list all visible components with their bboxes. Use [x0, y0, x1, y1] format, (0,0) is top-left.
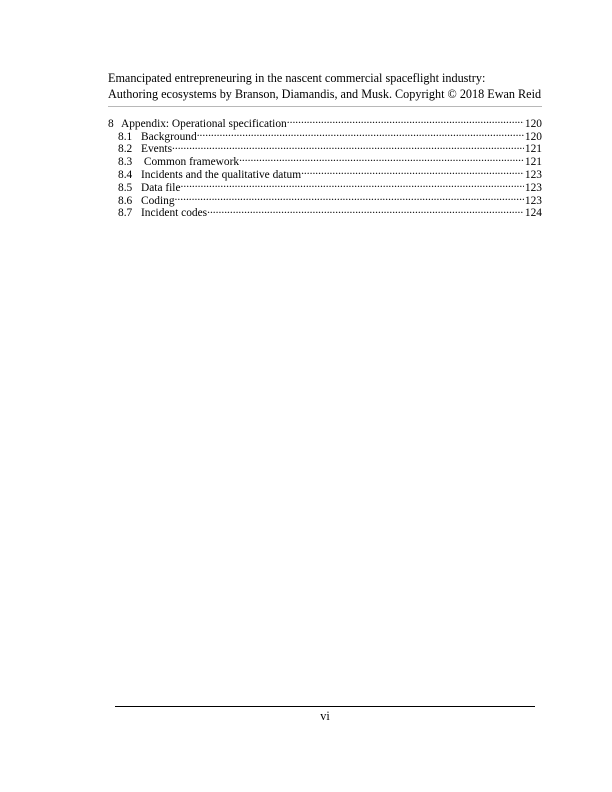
toc-entry-page: 120: [524, 117, 542, 130]
toc-entry-page: 121: [524, 143, 542, 156]
toc-entry-number: 8.4: [118, 168, 133, 181]
toc-dot-leader: [301, 165, 524, 178]
toc-entry-page: 123: [524, 168, 542, 181]
page-number: vi: [320, 709, 330, 723]
toc-dot-leader: [207, 204, 524, 217]
toc-dot-leader: [239, 152, 524, 165]
toc-entry-number: 8.5: [118, 181, 133, 194]
toc-entry-page: 123: [524, 194, 542, 207]
footer-divider: [115, 706, 535, 707]
toc-entry-page: 123: [524, 181, 542, 194]
toc-dot-leader: [287, 114, 524, 127]
running-header: [108, 70, 542, 102]
toc-entry-8-3[interactable]: [108, 152, 542, 169]
toc-entry-title: Data file: [141, 181, 181, 194]
toc-entry-title: Appendix: Operational specification: [121, 117, 287, 130]
toc-entry-title: Incident codes: [141, 207, 208, 220]
toc-entry-title: Events: [141, 143, 173, 156]
toc-entry-number: 8: [108, 117, 114, 130]
header-title-line-2: Authoring ecosystems by Branson, Diamandis, and Musk. Copyright © 2018 Ewan Reid: [108, 87, 542, 101]
toc-entry-number: 8.1: [118, 130, 133, 143]
toc-dot-leader: [181, 178, 524, 191]
toc-entry-8-2[interactable]: [108, 140, 542, 156]
toc-dot-leader: [175, 191, 524, 204]
toc-entry-8[interactable]: [108, 114, 542, 130]
toc-entry-title: Common framework: [141, 156, 240, 169]
toc-entry-number: 8.7: [118, 207, 133, 220]
toc-dot-leader: [172, 140, 524, 153]
header-title-line-1: Emancipated entrepreneuring in the nascent commercial spaceflight industry:: [108, 71, 486, 85]
toc-entry-title: Background: [141, 130, 197, 143]
toc-entry-page: 121: [524, 156, 542, 169]
toc-entry-number: 8.2: [118, 143, 133, 156]
toc-dot-leader: [197, 127, 524, 140]
toc-entry-number: 8.6: [118, 194, 133, 207]
toc-entry-title: Incidents and the qualitative datum: [141, 168, 302, 181]
toc-entry-title: Coding: [141, 194, 175, 207]
toc-entry-number: 8.3: [118, 156, 133, 169]
toc-entry-page: 124: [524, 207, 542, 220]
header-divider: [108, 106, 542, 107]
toc-entry-page: 120: [524, 130, 542, 143]
table-of-contents: [108, 114, 542, 220]
